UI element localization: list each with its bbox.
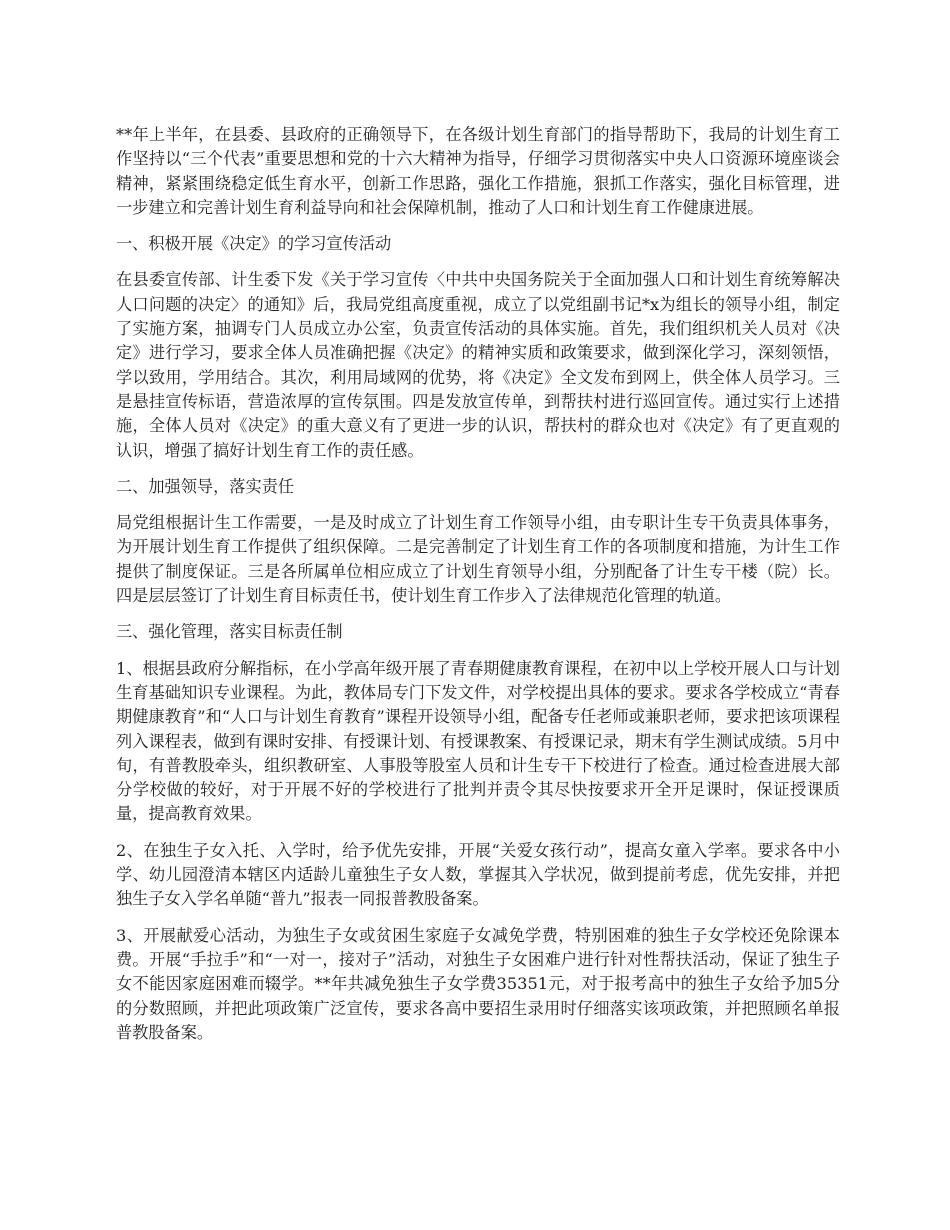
section3-item-3: 3、开展献爱心活动，为独生子女或贫困生家庭子女减免学费，特别困难的独生子女学校还免除课本费。开展“手拉手”和“一对一，接对子”活动，对独生子女困难户进行针对性帮扶活动，保证了独生子女不能因家庭困难而辍学。**年共减免独生子女学费35351元，对于报考高中的独生子女给予加5分的分数照顾，并把此项政策广泛宣传，要求各高中要招生录用时仔细落实该项政策，并把照顾名单报普教股备案。 [116,925,840,1042]
section2-heading: 二、加强领导，落实责任 [116,476,295,496]
section3-item-1: 1、根据县政府分解指标，在小学高年级开展了青春期健康教育课程，在初中以上学校开展人口与计划生育基础知识专业课程。为此，教体局专门下发文件，对学校提出具体的要求。要求各学校成立“青春期健康教育”和“人口与计划生育教育”课程开设领导小组，配备专任老师或兼职老师，要求把该项课程列入课程表，做到有课时安排、有授课计划、有授课教案、有授课记录，期末有学生测试成绩。5月中旬，有普教股牵头，组织教研室、人事股等股室人员和计生专干下校进行了检查。通过检查进展大部分学校做的较好，对于开展不好的学校进行了批判并责令其尽快按要求开全开足课时，保证授课质量，提高教育效果。 [116,658,840,824]
section1-heading: 一、积极开展《决定》的学习宣传活动 [116,234,392,254]
section3-heading: 三、强化管理，落实目标责任制 [116,622,343,642]
section1-paragraph: 在县委宣传部、计生委下发《关于学习宣传〈中共中央国务院关于全面加强人口和计划生育统筹解决人口问题的决定〉的通知》后，我局党组高度重视，成立了以党组副书记*x为组长的领导小组，制定了实施方案，抽调专门人员成立办公室，负责宣传活动的具体实施。首先，我们组织机关人员对《决定》进行学习，要求全体人员准确把握《决定》的精神实质和政策要求，做到深化学习，深刻领悟，学以致用，学用结合。其次，利用局域网的优势，将《决定》全文发布到网上，供全体人员学习。三是悬挂宣传标语，营造浓厚的宣传氛围。四是发放宣传单，到帮扶村进行巡回宣传。通过实行上述措施，全体人员对《决定》的重大意义有了更进一步的认识，帮扶村的群众也对《决定》有了更直观的认识，增强了搞好计划生育工作的责任感。 [116,270,840,460]
document-page [116,123,840,1057]
intro-paragraph: **年上半年，在县委、县政府的正确领导下，在各级计划生育部门的指导帮助下，我局的计划生育工作坚持以“三个代表”重要思想和党的十六大精神为指导，仔细学习贯彻落实中央人口资源环境座谈会精神，紧紧围绕稳定低生育水平，创新工作思路，强化工作措施，狠抓工作落实，强化目标管理，进一步建立和完善计划生育利益导向和社会保障机制，推动了人口和计划生育工作健康进展。 [116,125,840,217]
section2-paragraph: 局党组根据计生工作需要，一是及时成立了计划生育工作领导小组，由专职计生专干负责具体事务，为开展计划生育工作提供了组织保障。二是完善制定了计划生育工作的各项制度和措施，为计生工作提供了制度保证。三是各所属单位相应成立了计划生育领导小组，分别配备了计生专干楼（院）长。四是层层签订了计划生育目标责任书，使计划生育工作步入了法律规范化管理的轨道。 [116,513,840,606]
section3-item-2: 2、在独生子女入托、入学时，给予优先安排，开展“关爱女孩行动”，提高女童入学率。要求各中小学、幼儿园澄清本辖区内适龄儿童独生子女人数，掌握其入学状况，做到提前考虑，优先安排，并把独生子女入学名单随“普九”报表一同报普教股备案。 [116,840,840,909]
